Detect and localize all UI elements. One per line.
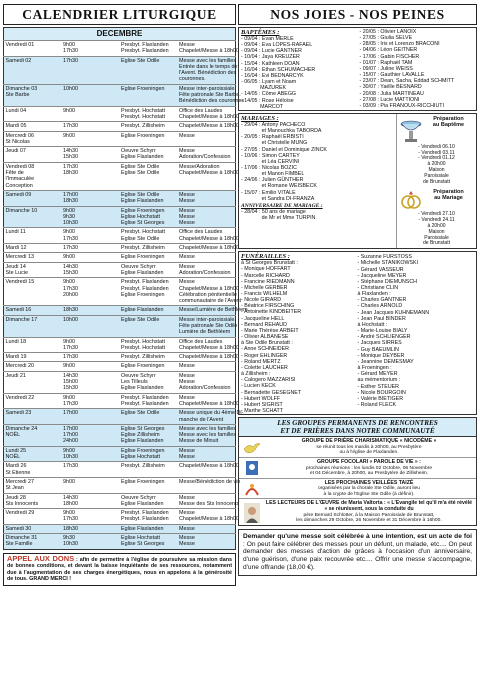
calendar-places: Oeuvre Schyrr Eglise Flaxlanden (120, 262, 178, 278)
calendar-times: 9h00 17h30 (62, 393, 120, 409)
calendar-day: Dimanche 03 Ste Barbe (4, 84, 62, 106)
calendar-row (4, 244, 236, 253)
calendar-day: Samedi 02 (4, 56, 62, 84)
calendar-row (4, 371, 236, 393)
calendar-offices: Messe Adoration/Confession (178, 262, 236, 278)
calendar-places: Eglise Froeningen Eglise Hochstatt (120, 446, 178, 462)
taize-icon (242, 481, 262, 497)
mariages-title: MARIAGES : (241, 114, 279, 122)
groupe-valtorta (239, 499, 476, 524)
calendar-row (4, 122, 236, 131)
calendar-times: 9h00 (62, 477, 120, 493)
calendar-offices: Messe (178, 131, 236, 147)
calendar-times: 17h30 (62, 122, 120, 131)
calendar-row (4, 353, 236, 362)
calendar-times: 9h00 17h30 (62, 228, 120, 244)
prep-bapteme (423, 116, 474, 130)
calendar-row (4, 106, 236, 122)
calendar-offices: Messe/Bénédiction de vin (178, 477, 236, 493)
appel-text: : afin de permettre à l'église de poursuivre sa mission dans de bonnes conditions, et devant la baisse inquiétante de ses ressources, notamment due à l'augmentation de ses charges énergétiques, nous en appelons à la générosité de tous. GRAND MERCI ! (7, 556, 232, 583)
calendar-places: Eglise Froeningen Eglise Hochstatt Eglise St Georges (120, 206, 178, 228)
calendar-places: Presbyt. Hochstatt Presbyt. Hochstatt (120, 337, 178, 353)
calendar-offices: Messe Chapelet/Messe à 18h00 Célébration pénitentielle communautaire de l'Avent (179, 279, 242, 305)
calendar-places: Oeuvre Schyrr Eglise Flaxlanden (120, 493, 178, 509)
groupes-box (238, 417, 477, 526)
calendar-row (4, 253, 236, 262)
calendar-offices: Messe Adoration/Confession (178, 147, 236, 163)
calendar-times: 17h30 (62, 244, 120, 253)
calendar-day: Samedi 16 (4, 306, 62, 315)
calendar-row (4, 56, 236, 84)
calendar-places: Presbyt. Flaxlanden Presbyt. Flaxlanden (120, 509, 178, 525)
calendar-places: Presbyt. Zillisheim (120, 462, 178, 478)
groupe-nicodeme (239, 437, 476, 458)
funerailles-box (238, 251, 477, 415)
calendar-places: Eglise Froeningen (120, 362, 178, 371)
calendar-offices: Messe avec les familles Entrée dans le temps de l'Avent. Bénédiction des couronnes. (179, 57, 238, 83)
calendar-offices: Messe Messe (178, 446, 236, 462)
calendar-row (4, 362, 236, 371)
calendar-places: Presbyt. Hochstatt Presbyt. Hochstatt (120, 106, 178, 122)
calendar-day: Jeudi 07 (4, 147, 62, 163)
baptemes-box (238, 27, 477, 111)
prep-bapteme-text: - Vendredi 06.10 - Vendredi 03.11 - Vendredi 01.12 à 20h00 Maison Paroissiale de Brunstatt (418, 143, 455, 185)
joies-peines (238, 4, 477, 576)
groupe-focolari (239, 458, 476, 479)
portrait-icon (242, 502, 262, 524)
calendar-times: 14h30 15h00 15h30 (62, 371, 120, 393)
calendar-offices: Messe Messe Messe (178, 206, 236, 228)
calendar-places: Eglise St Georges Eglise Zillisheim Eglise Flaxlanden (120, 424, 178, 446)
calendar-day: Mardi 12 (4, 244, 62, 253)
calendar-row (4, 41, 236, 57)
wedding-rings-icon (399, 189, 423, 211)
calendar-day: Jeudi 14 Ste Lucie (4, 262, 62, 278)
calendar-offices: Messe Messe (178, 534, 236, 550)
calendar-offices: Messe (178, 524, 236, 533)
calendar-day: Lundi 25 NOËL (4, 446, 62, 462)
calendar-times: 18h30 (62, 524, 120, 533)
calendar-row (4, 534, 236, 550)
calendar-offices: Messe unique du 4ème Di- manche de l'Avent (179, 410, 244, 423)
calendar-times: 17h00 17h00 24h00 (62, 424, 120, 446)
calendar-offices: Messe inter-paroissiale. Fête patronale Ste Barbe. Bénédiction des couronnes (179, 85, 245, 105)
calendar-times: 10h00 (62, 315, 120, 337)
calendar-day: Vendredi 01 (4, 41, 62, 57)
calendar-day: Mardi 19 (4, 353, 62, 362)
calendar-row (4, 315, 236, 337)
funerailles-title: FUNÉRAILLES : (241, 253, 290, 261)
calendar-times: 17h30 (62, 462, 120, 478)
calendar-day: Jeudi 28 Sts Innocents (4, 493, 62, 509)
calendar-offices: Messe Messe des Sts Innocents (179, 494, 240, 507)
calendar-day: Mercredi 27 St Jean (4, 477, 62, 493)
calendar-places: Eglise Froeningen (120, 253, 178, 262)
calendar-times: 9h00 (62, 131, 120, 147)
calendar-places: Eglise Flaxlanden (120, 524, 178, 533)
calendar-day: Samedi 30 (4, 524, 62, 533)
calendar-places: Eglise Flaxlanden (120, 306, 178, 315)
funerailles-list-left: à St Georges Brunstatt : - Monique HOFFART - Marcelle RICHARD - Francine RIEDMANN - Michelle GERBER - Francis WILHELM - Nicole GIRARD - Béatrice FIRSCHING - Antoinette KINDBEITER - Jacqueline HELL - Bernard REHAUD - Marie Thérèse ARBEIT - Olivier ALBANESE à Ste Odile Brunstatt : - Anne SCHNEIDER - Roger EHLINGER - Roland MERTZ - Colette LAUCHER à Zillisheim : - Calogero MAZZARISI - Lucien KECK - Bernadette GESEGNET - Hubert WOLFF - Hubert SIGRIST - Marthe SCHATT (241, 260, 302, 414)
groupe-taize-title: LES PROCHAINES VEILLÉES TAIZÉ (324, 479, 414, 486)
calendar-times: 14h30 18h00 (62, 493, 120, 509)
mariages-box (238, 113, 477, 249)
calendar-places: Eglise Ste Odile (120, 409, 178, 425)
calendar-times: 14h30 15h30 (62, 147, 120, 163)
calendar-day: Samedi 23 (4, 409, 62, 425)
calendar-row (4, 509, 236, 525)
focolari-icon (242, 460, 262, 476)
calendar-places: Eglise Froeningen (120, 84, 178, 106)
calendar-offices: Chapelet/Messe à 18h00 (179, 354, 239, 361)
appel-aux-dons (3, 553, 236, 586)
calendar-times: 9h00 17h30 (62, 41, 120, 57)
calendar-times: 9h00 17h30 (62, 509, 120, 525)
appel-lead: APPEL AUX DONS (7, 553, 75, 563)
groupe-focolari-title: GROUPE FOCOLARI « PAROLE DE VIE » : (317, 458, 421, 465)
calendar-times: 9h00 (62, 362, 120, 371)
calendar-day: Vendredi 08 Fête de l'Immaculée Conception (4, 162, 62, 190)
calendar-day: Samedi 09 (4, 190, 62, 206)
calendar-offices: Messe Messe Adoration/Confession (178, 371, 236, 393)
calendar-row (4, 393, 236, 409)
calendar-offices: Office des Laudes Chapelet/Messe à 18h00 (179, 229, 239, 242)
baptemes-title: BAPTÊMES : (241, 29, 280, 36)
groupe-focolari-text: prochaines réunions : les lundis 02 Octobre, 06 Novembre et 04 Décembre, à 20h00, au Presbytère de Zillisheim. (305, 465, 433, 477)
groupe-taize-text: organisées par la chorale Ste Odile, auront lieu à la crypte de l'Eglise Ste Odile (à définir). (318, 486, 420, 497)
calendar-day: Mercredi 13 (4, 253, 62, 262)
calendar-offices: Messe (178, 253, 236, 262)
calendar-places: Presbyt. Zillisheim (120, 122, 178, 131)
joies-title: NOS JOIES - NOS PEINES (238, 4, 477, 25)
calendar-places: Oeuvre Schyrr Les Tilleuls Eglise Flaxlanden (120, 371, 178, 393)
calendar-row (4, 228, 236, 244)
calendar-day: Mercredi 20 (4, 362, 62, 371)
calendar-day: Dimanche 24 NOËL (4, 424, 62, 446)
calendar-table (3, 27, 248, 550)
calendar-row (4, 131, 236, 147)
calendar-times: 9h00 17h30 (62, 337, 120, 353)
calendar-times: 17h30 (62, 353, 120, 362)
calendar-day: Lundi 11 (4, 228, 62, 244)
calendar-times: 9h00 (62, 106, 120, 122)
calendar-places: Eglise Hochstatt Eglise St Georges (120, 534, 178, 550)
demande-text: : On peut faire célébrer des messes pour un défunt, un malade, etc.... On peut demander des messes d'action de grâces à l'occasion d'un anniversaire, d'une guérison, d'une paix recouvrée etc.... Offrir une messe s'accompagne, d'une offrande (18,00 €). (243, 540, 472, 572)
calendar-day: Mardi 26 St Etienne (4, 462, 62, 478)
anniversaire-text: - 28/04 : 50 ans de mariage de Mr et Mme TURPIN (241, 208, 316, 222)
calendar-times: 9h30 10h30 (62, 534, 120, 550)
calendar-day: Lundi 18 (4, 337, 62, 353)
demande-messe (238, 529, 477, 576)
calendar-times: 9h00 9h30 10h30 (62, 206, 120, 228)
calendar-row (4, 84, 236, 106)
calendar-times: 18h30 (62, 306, 120, 315)
groupe-taize (239, 479, 476, 500)
calendar-places: Eglise Froeningen (120, 131, 178, 147)
groupe-nicodeme-text: se réunit tous les mardis à 20h00, au Presbytère ou à l'église de Flaxlanden. (316, 444, 422, 456)
calendar-offices: Messe Chapelet/Messe à 18h00 (179, 394, 239, 407)
calendar-day: Vendredi 29 (4, 509, 62, 525)
calendar-times: 17h00 18h30 (62, 190, 120, 206)
calendar-times: 17h00 (62, 409, 120, 425)
calendar-row (4, 446, 236, 462)
calendar-offices: Messe avec les familles Messe avec les familles Messe de Minuit (179, 425, 236, 445)
calendar-offices: Office des Laudes Chapelet/Messe à 18h00 (179, 338, 239, 351)
funerailles-list-right: - Suzanne FURSTOSS - Michelle STANIKOWSKI - Gérard VASSEUR - Jacqueline MEYER - Stéphane DIEMUNSCH - Christiane CLIN à Flaxlanden : - Charles GANTNER - Charles ARNOLD - Jean Jacques KUHNEMANN - Jean Paul BINDER à Hochstatt : - Marie-Louise BIALY - André SCHLIENGER - Jacques SIRRES - Guy BAEUMLIN - Monique DEYBER - Jeannine DEMESMAY à Froeningen : - Gérard MEYER au mémentorium : - Esther STEUER - Nicole BOURGOIN - Valérie BIETIGER - Roland FLECK (357, 254, 430, 408)
baptemes-list-left: - 09/04 : Evan MERLE - 09/04 : Eva LOPES-RAFAEL - 09/04 : Lucie GANTNER - 10/04 : Jaya KREUZER - 15/04 : Kathleen DOAN - 16/04 : Ethan SCHUMACHER - 16/04 : Evi BEDNARCYK - 06/05 : Lyam et Noam MAZUREK - 14/05 : Côme ABEGG - 14/05 : Rose Héloïse MARCOT (241, 36, 316, 110)
calendar-offices: Office des Laudes Chapelet/Messe à 18h00 (179, 107, 239, 120)
groupe-nicodeme-title: GROUPE DE PRIÈRE CHARISMATIQUE « NICODÈME » (301, 438, 437, 445)
groupe-valtorta-text: père Bernard Schlotter, à la Maison Paroissiale de Brunstatt, les dimanches 29 Octobre, 26 Novembre et 31 Décembre à 16h00. (296, 512, 442, 524)
calendar-row (4, 337, 236, 353)
calendar-offices: Messe (178, 362, 236, 371)
calendar-times: 9h00 17h30 20h00 (62, 278, 120, 306)
calendar-row (4, 477, 236, 493)
groupe-valtorta-title: LES LECTEURS DE L'ŒUVRE de Maria Valtorta : « L'Evangile tel qu'il m'a été révélé » se réunissent, sous la conduite du (265, 500, 473, 513)
calendar-month: DECEMBRE (4, 28, 236, 41)
calendar-row (4, 190, 236, 206)
calendar-places: Presbyt. Zillisheim (120, 353, 178, 362)
baptemes-list-right: - 20/05 : Olivier LANOIX - 27/05 : Giulia SELVE - 28/05 : Iris et Lorenzo BRACONI - 04/06 : Léon GEITNER - 17/06 : Gabin FISCHER - 01/07 : Raphaël TAM - 09/07 : Juline WEISS - 15/07 : Gauthier LAVALLE - 23/07 : Dean, Sacha, Eddad SCHMITT - 30/07 : Yaëlle BESNARD - 20/08 : Julia MARTINEAU - 27/08 : Lucie MATTIONI - 03/09 : Pia FRANOUX-RICCHIUTI (359, 29, 455, 109)
calendar-day: Mercredi 06 St Nicolas (4, 131, 62, 147)
calendar-title: CALENDRIER LITURGIQUE (3, 4, 236, 25)
dove-icon (242, 440, 262, 456)
calendar-row (4, 147, 236, 163)
calendar-offices: Messe Messe (178, 190, 236, 206)
calendar-day: Mardi 05 (4, 122, 62, 131)
calendar-times: 14h30 15h30 (62, 262, 120, 278)
calendar-offices: Chapelet/Messe à 18h00 (178, 462, 236, 478)
calendar-places: Presbyt. Zillisheim (120, 244, 178, 253)
calendar-day: Jeudi 21 (4, 371, 62, 393)
groupes-title: LES GROUPES PERMANENTS DE RENCONTRES ET DE PRIÈRES DANS NOTRE COMMUNAUTÉ (239, 418, 476, 437)
calendar-places: Eglise Ste Odile Eglise Flaxlanden (120, 190, 178, 206)
calendar-places: Eglise Ste Odile Eglise Ste Odile (120, 162, 178, 190)
prep-mariage-text: - Vendredi 27.10 - Vendredi 24.11 à 20h00 Maison Paroissiale de Brunstatt (418, 211, 455, 247)
calendar-offices: Messe inter-paroissiale. Fête patronale Ste Odile Lumière de Bethléem (179, 316, 238, 336)
calendar-day: Vendredi 22 (4, 393, 62, 409)
calendar-row (4, 206, 236, 228)
calendar-places: Eglise Froeningen (120, 477, 178, 493)
calendar-row (4, 409, 236, 425)
calendar-times: 9h00 (62, 253, 120, 262)
calendar-offices: Messe/Lumière de Bethléem (179, 307, 248, 314)
calendar-row (4, 162, 236, 190)
liturgical-calendar (3, 4, 248, 586)
calendar-row (4, 462, 236, 478)
calendar-row (4, 262, 236, 278)
demande-lead: Demander qu'une messe soit célébrée à une intention, est un acte de foi (243, 532, 472, 540)
calendar-places: Eglise Ste Odile (120, 315, 178, 337)
calendar-places: Oeuvre Schyrr Eglise Flaxlanden (120, 147, 178, 163)
calendar-row (4, 278, 236, 306)
calendar-places: Eglise Ste Odile (120, 56, 178, 84)
calendar-offices: Messe Chapelet/Messe à 18h00 (179, 42, 239, 55)
calendar-places: Presbyt. Flaxlanden Presbyt. Flaxlanden Eglise Froeningen (120, 278, 178, 306)
anniversaire-title: ANNIVERSAIRE DE MARIAGE : (241, 202, 323, 209)
calendar-day: Dimanche 17 (4, 315, 62, 337)
calendar-day: Lundi 04 (4, 106, 62, 122)
calendar-places: Presbyt. Flaxlanden Presbyt. Flaxlanden (120, 393, 178, 409)
prep-bapteme-title: Préparation au Baptême (432, 115, 465, 128)
calendar-places: Presbyt. Hochstatt Eglise Ste Odile (120, 228, 178, 244)
calendar-times: 17h30 (62, 56, 120, 84)
calendar-offices: Messe Chapelet/Messe à 18h00 (179, 510, 239, 523)
baptism-font-icon (399, 116, 423, 144)
calendar-row (4, 493, 236, 509)
calendar-times: 10h00 (62, 84, 120, 106)
calendar-row (4, 424, 236, 446)
calendar-day: Dimanche 10 (4, 206, 62, 228)
calendar-places: Presbyt. Flaxlanden Presbyt. Flaxlanden (120, 41, 178, 57)
calendar-day: Dimanche 31 Ste Famille (4, 534, 62, 550)
calendar-times: 9h00 10h30 (62, 446, 120, 462)
calendar-day: Vendredi 15 (4, 278, 62, 306)
calendar-offices: Chapelet/Messe à 18h00 (179, 245, 239, 252)
calendar-times: 17h30 18h30 (62, 162, 120, 190)
calendar-row (4, 306, 236, 315)
mariages-list: - 29/04 : Antony PACHECO et Manouchka TABORDA - 20/05 : Raphaël ERBISTI et Christelle MUNG - 27/05 : Daniel et Dominique ZINCK - 10/06 : Simon CARTEY et Léa CERVINI - 17/06 : Nicolas BOZIC et Manon FIMBEL - 24/06 : Julien GÜNTHER et Romane WEISBECK - 15/07 : Emilio VITALE et Sandra DI-FRANZA (241, 121, 327, 202)
calendar-offices: Chapelet/Messe à 18h00 (179, 123, 239, 130)
calendar-offices: Messe/Adoration Chapelet/Messe à 18h00 (178, 162, 236, 190)
prep-mariage-title: Préparation au Mariage (433, 189, 464, 202)
calendar-row (4, 524, 236, 533)
